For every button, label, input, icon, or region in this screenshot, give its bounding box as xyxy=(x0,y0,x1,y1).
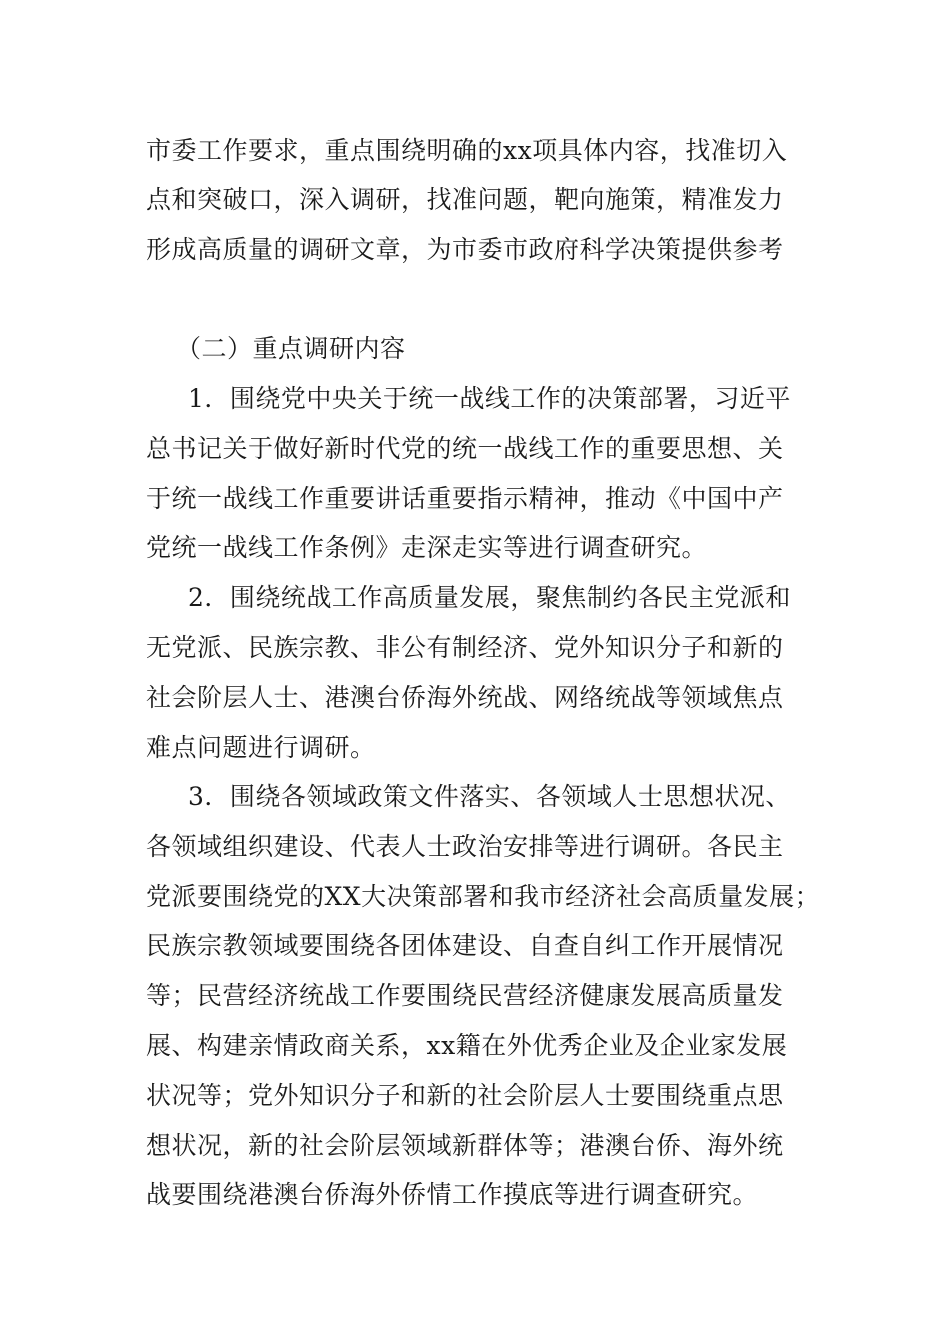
intro-line-1: 市委工作要求，重点围绕明确的xx项具体内容，找准切入 xyxy=(146,136,788,165)
item3-line-1: 3．围绕各领域政策文件落实、各领域人士思想状况、 xyxy=(188,782,791,811)
item3-line-2: 各领域组织建设、代表人士政治安排等进行调研。各民主 xyxy=(146,832,784,861)
item3-line-7: 状况等；党外知识分子和新的社会阶层人士要围绕重点思 xyxy=(146,1081,784,1110)
item2-line-3: 社会阶层人士、港澳台侨海外统战、网络统战等领域焦点 xyxy=(146,683,784,712)
item3-line-4: 民族宗教领域要围绕各团体建设、自查自纠工作开展情况 xyxy=(146,931,784,960)
item1-line-2: 总书记关于做好新时代党的统一战线工作的重要思想、关 xyxy=(146,434,784,463)
section-heading: （二）重点调研内容 xyxy=(176,334,406,363)
item1-line-1: 1．围绕党中央关于统一战线工作的决策部署，习近平 xyxy=(188,384,791,413)
item3-line-9: 战要围绕港澳台侨海外侨情工作摸底等进行调查研究。 xyxy=(146,1180,759,1209)
item2-line-1: 2．围绕统战工作高质量发展，聚焦制约各民主党派和 xyxy=(188,583,791,612)
item3-line-5: 等；民营经济统战工作要围绕民营经济健康发展高质量发 xyxy=(146,981,784,1010)
item1-line-3: 于统一战线工作重要讲话重要指示精神，推动《中国中产 xyxy=(146,484,784,513)
item3-line-6: 展、构建亲情政商关系，xx籍在外优秀企业及企业家发展 xyxy=(146,1031,788,1060)
item2-line-4: 难点问题进行调研。 xyxy=(146,733,376,762)
intro-line-3: 形成高质量的调研文章，为市委市政府科学决策提供参考 xyxy=(146,235,784,264)
item3-line-3: 党派要围绕党的XX大决策部署和我市经济社会高质量发展； xyxy=(146,882,821,911)
item1-line-4: 党统一战线工作条例》走深走实等进行调查研究。 xyxy=(146,533,708,562)
item2-line-2: 无党派、民族宗教、非公有制经济、党外知识分子和新的 xyxy=(146,633,784,662)
intro-line-2: 点和突破口，深入调研，找准问题，靶向施策，精准发力 xyxy=(146,185,784,214)
item3-line-8: 想状况，新的社会阶层领域新群体等；港澳台侨、海外统 xyxy=(146,1131,784,1160)
